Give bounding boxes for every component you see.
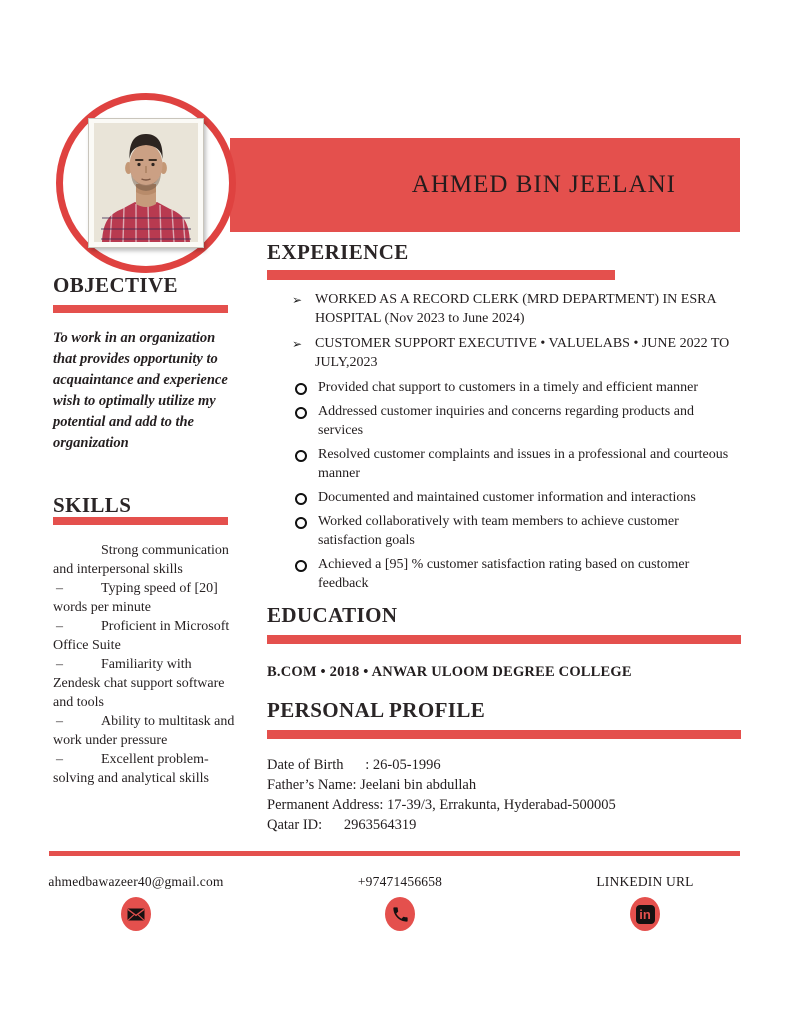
personal-profile-heading: PERSONAL PROFILE	[267, 698, 486, 722]
skill-item	[53, 617, 239, 655]
linkedin-icon	[630, 897, 660, 931]
job-text: CUSTOMER SUPPORT EXECUTIVE • VALUELABS • JUNE 2022 TO JULY,2023	[315, 336, 730, 371]
personal-profile-section	[267, 699, 741, 835]
objective-heading: OBJECTIVE	[53, 273, 178, 297]
duty-item	[267, 488, 741, 507]
education-underline	[267, 635, 741, 644]
objective-underline	[53, 305, 228, 313]
education-heading: EDUCATION	[267, 603, 398, 627]
dash-bullet: –	[56, 581, 63, 597]
duty-item	[267, 402, 741, 440]
skill-item	[53, 579, 239, 617]
dash-bullet: –	[56, 752, 63, 768]
skill-item	[53, 655, 239, 712]
job-item	[267, 290, 741, 328]
footer-divider	[49, 851, 740, 856]
personal-profile-underline	[267, 730, 741, 739]
education-entry: B.COM • 2018 • ANWAR ULOOM DEGREE COLLEGE	[267, 664, 632, 681]
duty-item	[267, 512, 741, 550]
skills-underline	[53, 517, 228, 525]
skills-section	[53, 494, 239, 788]
skill-text: Excellent problem-solving and analytical skills	[53, 752, 209, 787]
circle-bullet-icon	[295, 517, 307, 529]
dash-bullet: –	[56, 657, 63, 673]
skill-text: Strong communication and interpersonal skills	[53, 543, 229, 578]
detail-permanent-address: Permanent Address: 17-39/3, Errakunta, Hyderabad-500005	[267, 797, 616, 814]
detail-date-of-birth: Date of Birth : 26-05-1996	[267, 757, 441, 774]
objective-text: To work in an organization that provides opportunity to acquaintance and experience wish to optimally utilize my potential and add to the organization	[53, 330, 228, 452]
skills-list	[53, 541, 239, 788]
duties-list	[267, 378, 741, 593]
skill-item	[53, 541, 239, 579]
skill-text: Ability to multitask and work under pressure	[53, 714, 235, 749]
objective-section	[53, 274, 235, 454]
skill-item	[53, 712, 239, 750]
photo-ring	[56, 93, 236, 273]
footer-email-block	[41, 874, 231, 931]
detail-fathers-name: Father’s Name: Jeelani bin abdullah	[267, 777, 477, 794]
footer-linkedin-block	[550, 874, 740, 931]
applicant-name: AHMED BIN JEELANI	[411, 171, 676, 198]
duty-text: Documented and maintained customer information and interactions	[318, 490, 696, 506]
experience-underline	[267, 270, 615, 280]
personal-details	[267, 755, 741, 835]
applicant-photo	[88, 118, 204, 248]
job-item	[267, 334, 741, 372]
duty-text: Addressed customer inquiries and concerns regarding products and services	[318, 404, 694, 439]
dash-bullet: –	[56, 619, 63, 635]
portrait-illustration	[88, 118, 204, 248]
circle-bullet-icon	[295, 407, 307, 419]
duty-text: Resolved customer complaints and issues in a professional and courteous manner	[318, 447, 729, 482]
phone-number: +97471456658	[357, 874, 443, 889]
name-banner	[230, 138, 740, 232]
skill-text: Proficient in Microsoft Office Suite	[53, 619, 230, 654]
linkedin-badge: in	[636, 905, 655, 924]
detail-qatar-id: Qatar ID: 2963564319	[267, 817, 417, 834]
circle-bullet-icon	[295, 383, 307, 395]
email-address: ahmedbawazeer40@gmail.com	[48, 874, 224, 889]
duty-item	[267, 445, 741, 483]
duty-item	[267, 555, 741, 593]
experience-section	[267, 241, 741, 598]
footer-phone-block	[300, 874, 500, 931]
skill-item	[53, 750, 239, 788]
envelope-icon	[121, 897, 151, 931]
skill-text: Familiarity with Zendesk chat support software and tools	[53, 657, 225, 711]
arrowhead-bullet-icon: ➢	[292, 337, 303, 352]
jobs-list	[267, 290, 741, 372]
duty-item	[267, 378, 741, 397]
duty-text: Provided chat support to customers in a timely and efficient manner	[318, 380, 698, 396]
skill-text: Typing speed of [20] words per minute	[53, 581, 218, 616]
education-section	[267, 604, 741, 681]
circle-bullet-icon	[295, 560, 307, 572]
circle-bullet-icon	[295, 493, 307, 505]
arrowhead-bullet-icon: ➢	[292, 293, 303, 308]
job-text: WORKED AS A RECORD CLERK (MRD DEPARTMENT) IN ESRA HOSPITAL (Nov 2023 to June 2024)	[315, 292, 716, 327]
linkedin-label: LINKEDIN URL	[596, 874, 694, 889]
dash-bullet: –	[56, 714, 63, 730]
phone-icon	[385, 897, 415, 931]
duty-text: Worked collaboratively with team members to achieve customer satisfaction goals	[318, 514, 679, 549]
circle-bullet-icon	[295, 450, 307, 462]
skills-heading: SKILLS	[53, 493, 132, 517]
duty-text: Achieved a [95] % customer satisfaction rating based on customer feedback	[318, 557, 690, 592]
experience-heading: EXPERIENCE	[267, 240, 409, 264]
